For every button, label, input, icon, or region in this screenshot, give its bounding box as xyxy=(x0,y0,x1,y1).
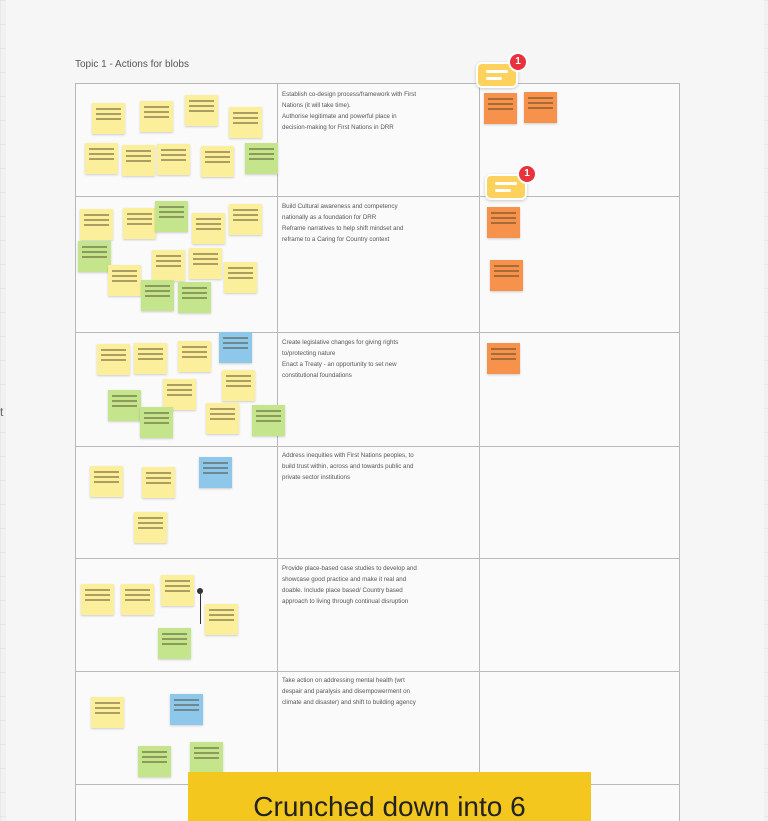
sticky-note[interactable] xyxy=(163,379,196,410)
sticky-note[interactable] xyxy=(140,407,173,438)
sticky-note[interactable] xyxy=(224,262,257,293)
column-divider xyxy=(277,84,278,821)
sticky-note[interactable] xyxy=(158,628,191,659)
sticky-note[interactable] xyxy=(178,341,211,372)
row-divider xyxy=(76,446,679,447)
row-3-action-text[interactable]: Create legislative changes for giving rights to/protecting nature Enact a Treaty - an opportunity to set new constitutional foundations xyxy=(282,339,399,379)
row-divider xyxy=(76,196,679,197)
sticky-note[interactable] xyxy=(123,208,156,239)
sticky-note[interactable] xyxy=(138,746,171,777)
sticky-note[interactable] xyxy=(141,280,174,311)
edge-text: t xyxy=(0,405,4,419)
sticky-note[interactable] xyxy=(78,241,111,272)
actions-table xyxy=(75,83,680,821)
sticky-note[interactable] xyxy=(229,204,262,235)
row-divider xyxy=(76,558,679,559)
sticky-note[interactable] xyxy=(91,697,124,728)
comment-count-badge: 1 xyxy=(508,52,528,72)
sticky-note[interactable] xyxy=(199,457,232,488)
sticky-note[interactable] xyxy=(185,95,218,126)
row-divider xyxy=(76,332,679,333)
comment-count-badge: 1 xyxy=(517,164,537,184)
row-4-action-text[interactable]: Address inequities with First Nations peoples, to build trust within, across and towards public and private sector institutions xyxy=(282,452,414,481)
sticky-note[interactable] xyxy=(134,512,167,543)
row-1-action-text[interactable]: Establish co-design process/framework with First Nations (it will take time). Authorise legitimate and powerful place in decision-making for First Nations in DRR xyxy=(282,91,417,131)
sticky-note[interactable] xyxy=(157,144,190,175)
row-5-action-text[interactable]: Provide place-based case studies to develop and showcase good practice and make it real and doable. Include place based/ Country based approach to living through continual disruption xyxy=(282,565,417,605)
sticky-note[interactable] xyxy=(80,209,113,240)
sticky-note[interactable] xyxy=(134,343,167,374)
sticky-note[interactable] xyxy=(189,248,222,279)
sticky-note[interactable] xyxy=(201,146,234,177)
sticky-note[interactable] xyxy=(142,467,175,498)
sticky-note[interactable] xyxy=(121,584,154,615)
sticky-note[interactable] xyxy=(252,405,285,436)
orange-sticky-note[interactable] xyxy=(484,93,517,124)
comment-bubble[interactable] xyxy=(476,56,522,90)
sticky-note[interactable] xyxy=(192,213,225,244)
row-6-action-text[interactable]: Take action on addressing mental health (wrt despair and paralysis and disempowerment on climate and disaster) and shift to building agency xyxy=(282,677,416,706)
sticky-note[interactable] xyxy=(245,143,278,174)
sticky-note[interactable] xyxy=(92,103,125,134)
sticky-note[interactable] xyxy=(152,250,185,281)
sticky-note[interactable] xyxy=(222,370,255,401)
orange-sticky-note[interactable] xyxy=(487,343,520,374)
sticky-note[interactable] xyxy=(178,282,211,313)
sticky-note[interactable] xyxy=(161,575,194,606)
sticky-note[interactable] xyxy=(206,403,239,434)
sticky-note[interactable] xyxy=(90,466,123,497)
row-divider xyxy=(76,671,679,672)
sticky-note[interactable] xyxy=(205,604,238,635)
sticky-note[interactable] xyxy=(122,145,155,176)
sticky-note[interactable] xyxy=(170,694,203,725)
sticky-note[interactable] xyxy=(219,332,252,363)
sticky-note[interactable] xyxy=(108,390,141,421)
comment-bubble[interactable] xyxy=(485,168,531,202)
sticky-note[interactable] xyxy=(155,201,188,232)
pin-connector[interactable] xyxy=(197,588,203,624)
board-title: Topic 1 - Actions for blobs xyxy=(75,59,189,70)
sticky-note[interactable] xyxy=(108,265,141,296)
column-divider xyxy=(479,84,480,821)
orange-sticky-note[interactable] xyxy=(487,207,520,238)
sticky-note[interactable] xyxy=(81,584,114,615)
sticky-note[interactable] xyxy=(190,742,223,773)
sticky-note[interactable] xyxy=(97,344,130,375)
sticky-note[interactable] xyxy=(85,143,118,174)
caption-banner: Crunched down into 6 xyxy=(188,772,591,821)
orange-sticky-note[interactable] xyxy=(524,92,557,123)
sticky-note[interactable] xyxy=(229,107,262,138)
row-2-action-text[interactable]: Build Cultural awareness and competency nationally as a foundation for DRR Reframe narratives to help shift mindset and reframe to a Caring for Country context xyxy=(282,203,404,243)
sticky-note[interactable] xyxy=(140,101,173,132)
orange-sticky-note[interactable] xyxy=(490,260,523,291)
